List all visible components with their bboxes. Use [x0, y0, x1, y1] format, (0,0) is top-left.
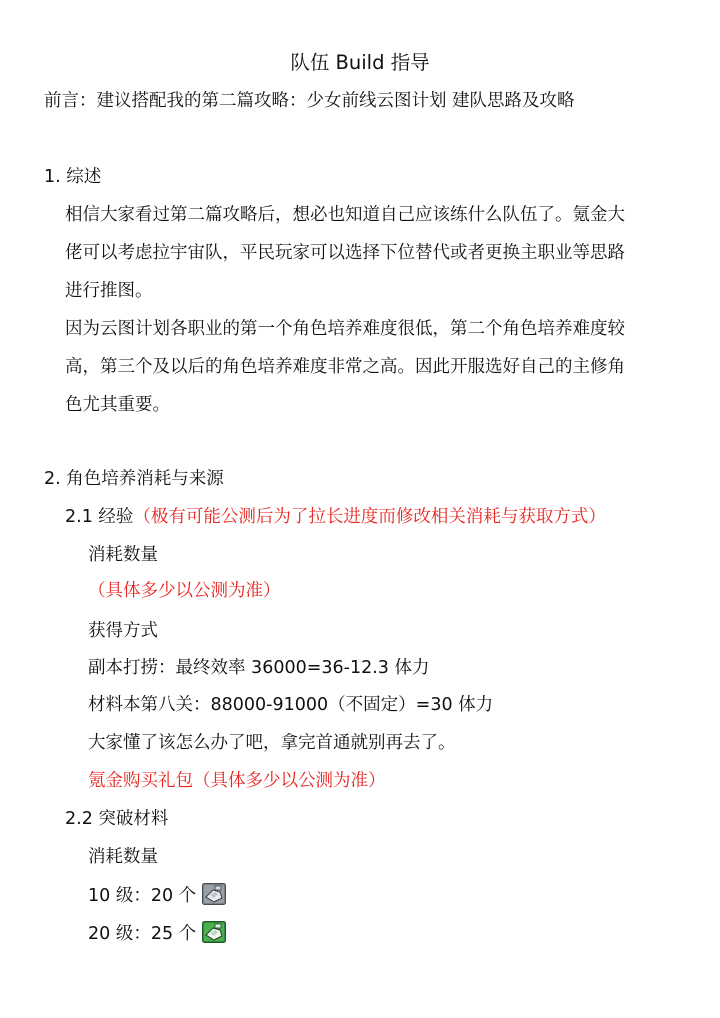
s1-p1-line-3: 进行推图。 — [65, 281, 153, 301]
page-title: 队伍 Build 指导 — [290, 51, 430, 74]
subsection-2-2: 2.2 突破材料 — [65, 809, 169, 829]
break-lv20-text: 20 级：25 个 — [88, 924, 197, 944]
break-lv10-text: 10 级：20 个 — [88, 886, 197, 906]
s1-p2-line-1: 因为云图计划各职业的第一个角色培养难度很低，第二个角色培养难度较 — [65, 319, 625, 339]
exp-consume-label: 消耗数量 — [88, 545, 158, 565]
green-material-icon — [202, 921, 226, 943]
section-1-heading: 1. 综述 — [44, 167, 102, 187]
section-2-heading: 2. 角色培养消耗与来源 — [44, 469, 224, 489]
subsection-2-1 — [65, 504, 606, 530]
exp-dungeon: 副本打捞：最终效率 36000=36-12.3 体力 — [88, 658, 430, 678]
s1-p1-line-2: 佬可以考虑拉宇宙队，平民玩家可以选择下位替代或者更换主职业等思路 — [65, 243, 625, 263]
preface: 前言：建议搭配我的第二篇攻略：少女前线云图计划 建队思路及攻略 — [44, 91, 575, 111]
gray-material-icon — [202, 883, 226, 905]
subsection-2-1-label: 2.1 经验 — [65, 507, 134, 527]
subsection-2-1-note: （极有可能公测后为了拉长进度而修改相关消耗与获取方式） — [133, 507, 606, 527]
exp-material-stage: 材料本第八关：88000-91000（不固定）=30 体力 — [88, 695, 494, 715]
exp-tip: 大家懂了该怎么办了吧，拿完首通就别再去了。 — [88, 733, 456, 753]
s1-p2-line-2: 高，第三个及以后的角色培养难度非常之高。因此开服选好自己的主修角 — [65, 357, 625, 377]
break-lv20-row — [88, 921, 226, 947]
s1-p2-line-3: 色尤其重要。 — [65, 395, 170, 415]
exp-obtain-label: 获得方式 — [88, 621, 158, 641]
s1-p1-line-1: 相信大家看过第二篇攻略后，想必也知道自己应该练什么队伍了。氪金大 — [65, 205, 625, 225]
exp-consume-note: （具体多少以公测为准） — [88, 581, 281, 601]
break-lv10-row — [88, 883, 226, 909]
break-consume-label: 消耗数量 — [88, 847, 158, 867]
exp-pay: 氪金购买礼包（具体多少以公测为准） — [88, 771, 386, 791]
